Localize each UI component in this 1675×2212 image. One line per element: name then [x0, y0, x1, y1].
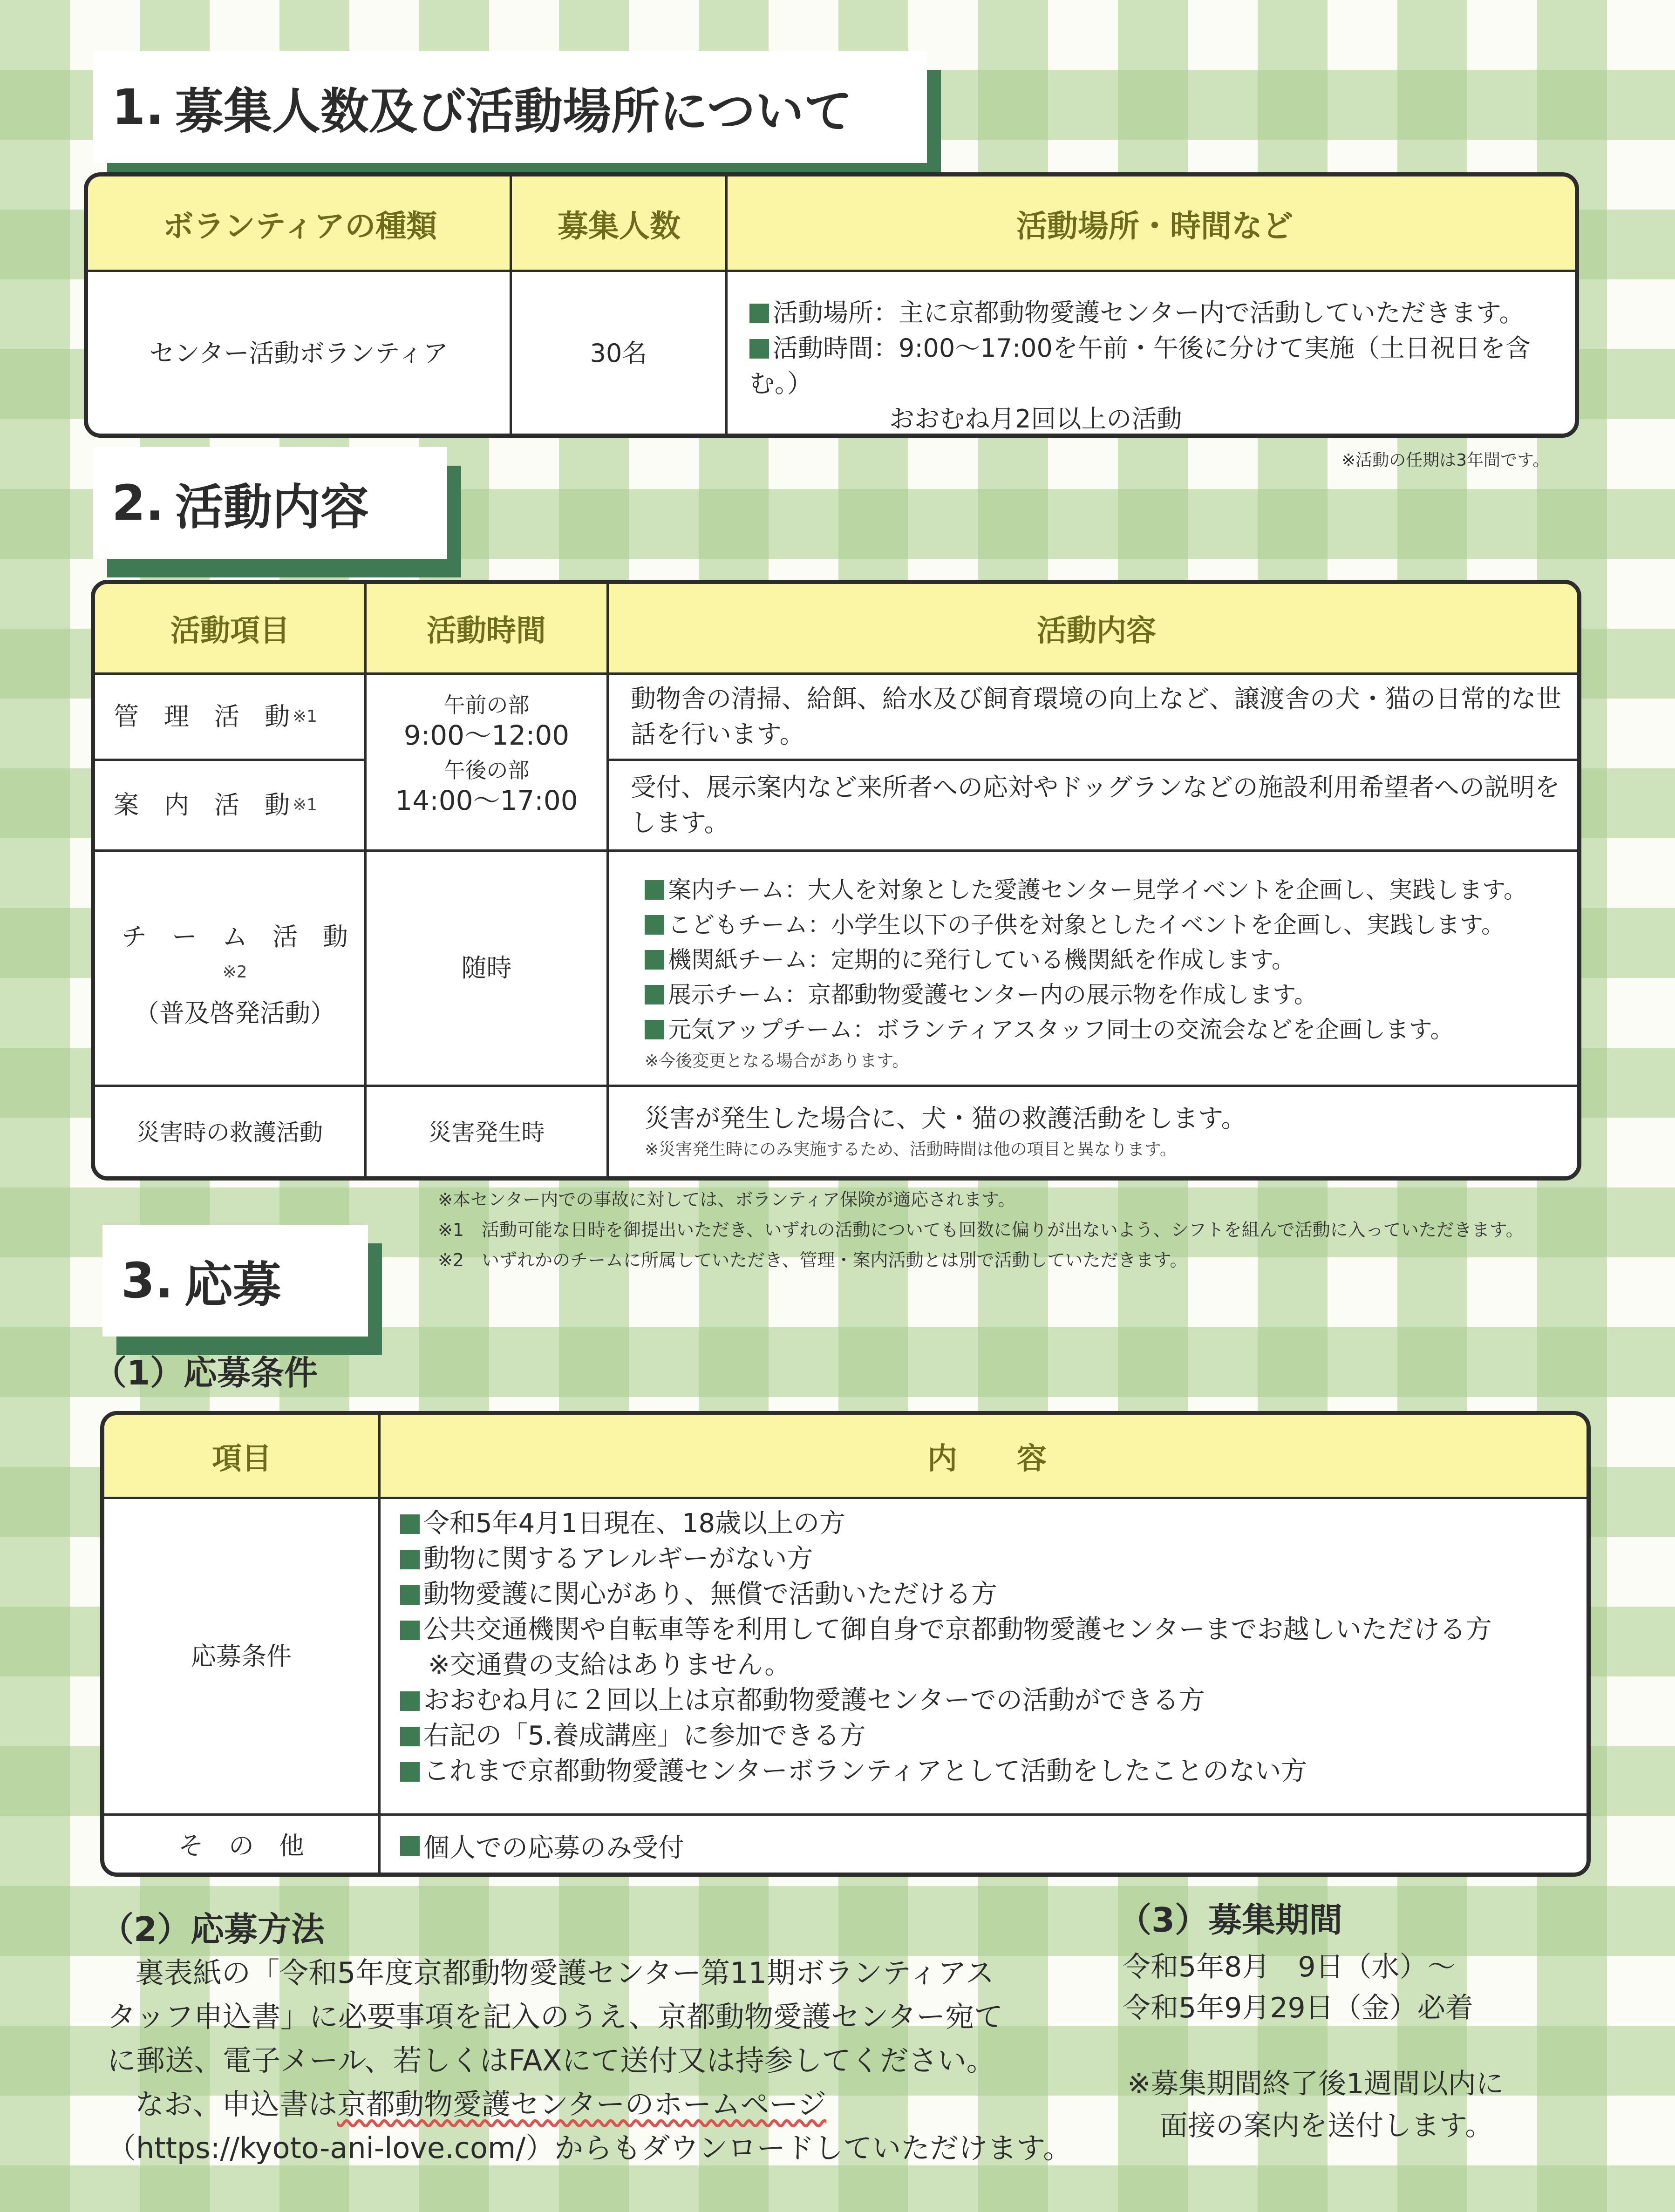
- other-label: そ の 他: [178, 1831, 304, 1860]
- col-header-time: 活動時間: [365, 584, 607, 672]
- bullet-square-icon: [749, 304, 769, 323]
- method-text: [107, 1951, 1109, 2170]
- method-line-1: 裏表紙の「令和5年度京都動物愛護センター第11期ボランティアス: [135, 1956, 994, 1990]
- col-header-content: 内 容: [379, 1415, 1591, 1497]
- activity-table: [91, 580, 1581, 1181]
- col-header-type: ボランティアの種類: [88, 176, 512, 270]
- team-line-tenji: 展示チーム：京都動物愛護センター内の展示物を作成します。: [645, 977, 1572, 1012]
- conditions-list: [400, 1506, 1583, 1789]
- team-line-genki: 元気アップチーム：ボランティアスタッフ同士の交流会などを企画します。: [645, 1012, 1572, 1047]
- condition-transport: 公共交通機関や自転車等を利用して御自身で京都動物愛護センターまでお越しいただける方: [400, 1612, 1583, 1648]
- morning-label: 午前の部: [443, 692, 530, 718]
- item-kanri-mark: ※1: [293, 707, 318, 726]
- period-start: 令和5年8月 9日（水）〜: [1123, 1951, 1456, 1983]
- subheading-conditions: （1）応募条件: [93, 1353, 318, 1392]
- bullet-square-icon: [645, 985, 664, 1004]
- disaster-content: 災害が発生した場合に、犬・猫の救護活動をします。: [645, 1104, 1246, 1133]
- bullet-square-icon: [400, 1836, 420, 1856]
- bullet-square-icon: [400, 1691, 420, 1711]
- item-annai: [114, 761, 356, 849]
- conditions-table: [100, 1411, 1591, 1877]
- volunteer-type: センター活動ボランティア: [149, 339, 449, 368]
- condition-interest: 動物愛護に関心があり、無償で活動いただける方: [400, 1577, 1583, 1612]
- recruitment-table: [84, 172, 1579, 438]
- recruit-count: 30名: [590, 339, 647, 368]
- section1-banner: [93, 51, 927, 163]
- section1-number: 1.: [112, 79, 164, 136]
- activity-place: 活動場所：主に京都動物愛護センター内で活動していただきます。: [749, 295, 1569, 331]
- section1-title: 募集人数及び活動場所について: [175, 83, 852, 140]
- item-kanri: [114, 675, 356, 759]
- period-text: [1123, 1947, 1588, 2029]
- section3-title: 応募: [184, 1256, 281, 1313]
- bullet-square-icon: [400, 1550, 420, 1569]
- subheading-method: （2）応募方法: [100, 1910, 325, 1949]
- bullet-square-icon: [400, 1727, 420, 1746]
- item-team-mark: ※2: [222, 963, 247, 982]
- col-header-place: 活動場所・時間など: [726, 176, 1579, 270]
- disaster-content-cell: [645, 1101, 1572, 1160]
- conditions-label: 応募条件: [191, 1641, 292, 1671]
- bullet-square-icon: [645, 915, 664, 935]
- afternoon-label: 午後の部: [443, 758, 530, 783]
- col-header-content: 活動内容: [607, 584, 1581, 672]
- term-note: ※活動の任期は3年間です。: [1341, 451, 1550, 470]
- col-divider: [378, 1415, 381, 1877]
- col-divider: [606, 584, 609, 1181]
- bullet-square-icon: [400, 1585, 420, 1605]
- condition-course: 右記の「5.養成講座」に参加できる方: [400, 1718, 1583, 1754]
- section3-banner: [102, 1225, 368, 1337]
- method-url-line: （https://kyoto-ani-love.com/）からもダウンロードしていただけます。: [107, 2131, 1072, 2165]
- other-content: 個人での応募のみ受付: [400, 1816, 1583, 1876]
- period-note: [1127, 2063, 1593, 2147]
- team-line-annai: 案内チーム：大人を対象とした愛護センター見学イベントを企画し、実践します。: [645, 873, 1572, 908]
- bullet-square-icon: [400, 1514, 420, 1534]
- item-kanri-label: 管 理 活 動: [114, 702, 290, 731]
- kanri-annai-time: [367, 691, 606, 817]
- disaster-time: 災害発生時: [428, 1119, 545, 1146]
- item-annai-label: 案 内 活 動: [114, 790, 290, 820]
- period-note-2: 面接の案内を送付します。: [1160, 2110, 1493, 2142]
- team-note: ※今後変更となる場合があります。: [645, 1052, 909, 1071]
- method-line-4: なお、申込書は京都動物愛護センターのホームページ: [135, 2087, 827, 2121]
- item-team-sub: （普及啓発活動）: [134, 998, 335, 1028]
- bullet-square-icon: [645, 880, 664, 900]
- bullet-square-icon: [645, 950, 664, 970]
- bullet-square-icon: [400, 1621, 420, 1640]
- col-header-item: 項目: [104, 1415, 379, 1497]
- condition-allergy: 動物に関するアレルギーがない方: [400, 1541, 1583, 1577]
- row-divider: [95, 849, 1581, 852]
- method-line-2: タッフ申込書」に必要事項を記入のうえ、京都動物愛護センター宛て: [107, 2000, 1003, 2034]
- period-note-1: ※募集期間終了後1週間以内に: [1127, 2068, 1504, 2100]
- kanri-content: 動物舎の清掃、給餌、給水及び飼育環境の向上など、譲渡舎の犬・猫の日常的な世話を行います。: [631, 684, 1561, 749]
- item-team: [114, 919, 356, 1031]
- team-line-kikanshi: 機関紙チーム：定期的に発行している機関紙を作成します。: [645, 943, 1572, 977]
- period-end: 令和5年9月29日（金）必着: [1123, 1992, 1473, 2024]
- section3-number: 3.: [121, 1252, 173, 1309]
- bullet-square-icon: [400, 1762, 420, 1782]
- item-team-label: チ ー ム 活 動: [122, 922, 348, 951]
- annai-content: 受付、展示案内など来所者への応対やドッグランなどの施設利用希望者への説明をします。: [631, 773, 1560, 837]
- team-line-kodomo: こどもチーム：小学生以下の子供を対象としたイベントを企画し、実践します。: [645, 908, 1572, 943]
- col-divider: [725, 176, 728, 438]
- method-line-3: に郵送、電子メール、若しくはFAXにて送付又は持参してください。: [107, 2043, 995, 2077]
- team-time: 随時: [461, 953, 512, 983]
- item-annai-mark: ※1: [293, 795, 318, 814]
- section2-number: 2.: [112, 475, 164, 531]
- condition-age: 令和5年4月1日現在、18歳以上の方: [400, 1506, 1583, 1541]
- team-content: [645, 873, 1572, 1075]
- bullet-square-icon: [749, 339, 769, 359]
- place-time-cell: [749, 295, 1569, 437]
- activity-time: 活動時間：9:00〜17:00を午前・午後に分けて実施（土日祝日を含む。）: [749, 333, 1531, 398]
- bullet-square-icon: [645, 1020, 664, 1039]
- insurance-note: ※本センター内での事故に対しては、ボランティア保険が適応されます。: [438, 1189, 1016, 1210]
- col-header-item: 活動項目: [95, 584, 365, 672]
- disaster-note: ※災害発生時にのみ実施するため、活動時間は他の項目と異なります。: [645, 1140, 1177, 1159]
- condition-first-time: これまで京都動物愛護センターボランティアとして活動をしたことのない方: [400, 1754, 1583, 1789]
- condition-frequency: おおむね月に２回以上は京都動物愛護センターでの活動ができる方: [400, 1683, 1583, 1718]
- col-header-count: 募集人数: [512, 176, 726, 270]
- item-disaster: 災害時の救護活動: [136, 1119, 323, 1146]
- activity-frequency: おおむね月2回以上の活動: [889, 404, 1182, 434]
- note-2: ※2 いずれかのチームに所属していただき、管理・案内活動とは別で活動していただきます。: [438, 1250, 1188, 1270]
- section2-title: 活動内容: [175, 479, 369, 536]
- subheading-period: （3）募集期間: [1118, 1900, 1343, 1940]
- afternoon-time: 14:00〜17:00: [395, 785, 578, 816]
- note-1: ※1 活動可能な日時を御提出いただき、いずれの活動についても回数に偏りが出ないよう、シフトを組んで活動に入っていただきます。: [438, 1220, 1524, 1240]
- morning-time: 9:00〜12:00: [403, 719, 570, 751]
- section2-banner: [93, 447, 447, 559]
- homepage-link[interactable]: 京都動物愛護センターのホームページ: [337, 2087, 827, 2121]
- transport-note: ※交通費の支給はありません。: [428, 1650, 791, 1680]
